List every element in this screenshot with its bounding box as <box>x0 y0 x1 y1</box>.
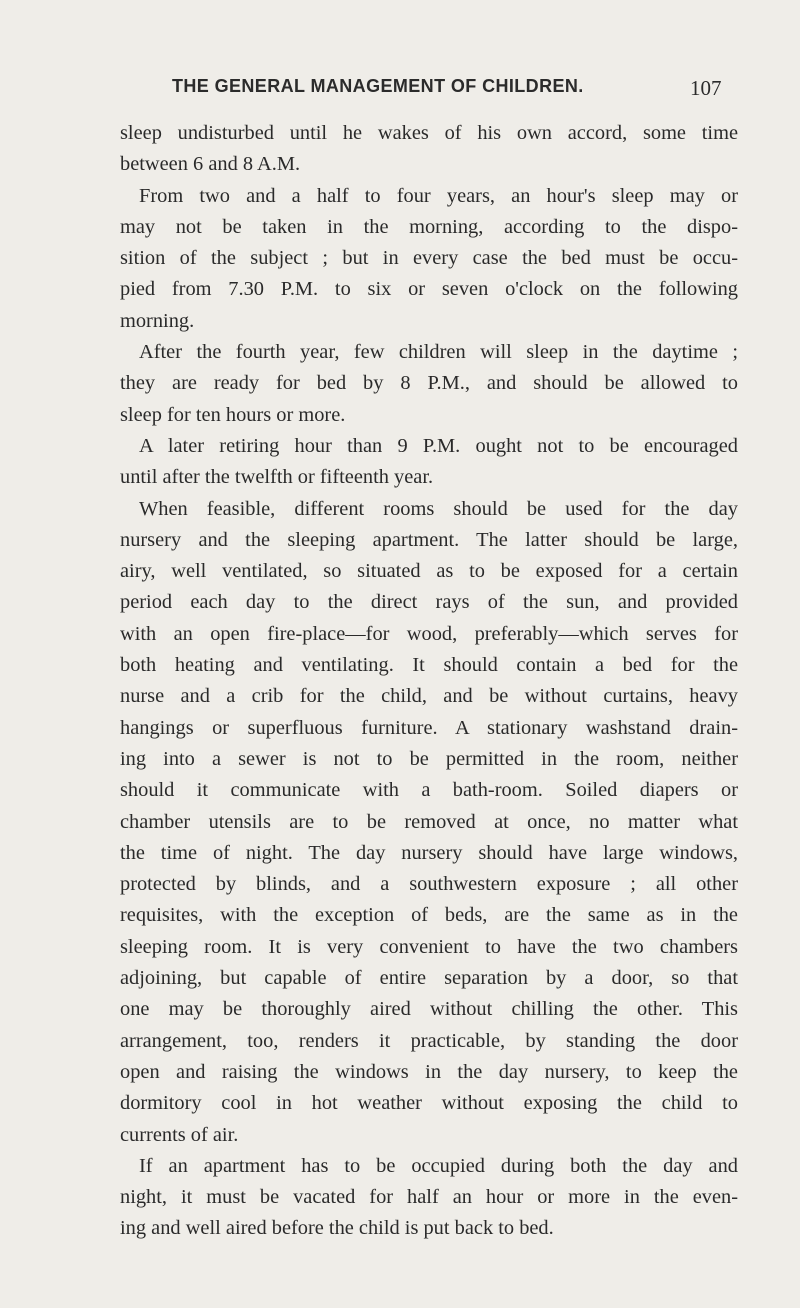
text-line: the time of night. The day nursery should have large windows, <box>120 841 738 864</box>
text-line: hangings or superfluous furniture. A stationary washstand drain- <box>120 716 738 739</box>
text-line: A later retiring hour than 9 P.M. ought not to be encouraged <box>139 434 738 457</box>
text-line: nurse and a crib for the child, and be without curtains, heavy <box>120 685 738 708</box>
text-line: ing and well aired before the child is put back to bed. <box>120 1217 554 1240</box>
text-line: After the fourth year, few children will sleep in the daytime ; <box>139 341 738 364</box>
text-line: may not be taken in the morning, according to the dispo- <box>120 215 738 238</box>
text-line: arrangement, too, renders it practicable, by standing the door <box>120 1029 738 1052</box>
page-number: 107 <box>690 76 722 100</box>
text-line: between 6 and 8 A.M. <box>120 153 301 176</box>
text-line: protected by blinds, and a southwestern exposure ; all other <box>120 873 738 896</box>
text-line: until after the twelfth or fifteenth year. <box>120 466 434 489</box>
text-line: night, it must be vacated for half an hour or more in the even- <box>120 1186 738 1209</box>
text-line: sleep undisturbed until he wakes of his own accord, some time <box>120 122 738 144</box>
text-line: should it communicate with a bath-room. Soiled diapers or <box>120 779 738 802</box>
text-line: with an open fire-place—for wood, preferably—which serves for <box>120 622 738 645</box>
text-line: airy, well ventilated, so situated as to be exposed for a certain <box>120 560 738 583</box>
text-line: chamber utensils are to be removed at once, no matter what <box>120 810 738 833</box>
text-line: period each day to the direct rays of the sun, and provided <box>120 591 738 614</box>
text-line: sleeping room. It is very convenient to have the two chambers <box>120 935 738 958</box>
running-head <box>0 76 800 106</box>
text-line: both heating and ventilating. It should contain a bed for the <box>120 654 738 677</box>
text-line: morning. <box>120 309 195 332</box>
text-line: they are ready for bed by 8 P.M., and should be allowed to <box>120 372 738 395</box>
text-line: pied from 7.30 P.M. to six or seven o'clock on the following <box>120 278 738 301</box>
running-title: THE GENERAL MANAGEMENT OF CHILDREN. <box>172 76 584 96</box>
text-line: one may be thoroughly aired without chilling the other. This <box>120 998 738 1021</box>
text-line: If an apartment has to be occupied during both the day and <box>139 1154 738 1177</box>
text-line: From two and a half to four years, an hour's sleep may or <box>139 184 738 207</box>
text-line: When feasible, different rooms should be used for the day <box>139 497 738 520</box>
text-line: currents of air. <box>120 1123 239 1146</box>
text-line: sleep for ten hours or more. <box>120 403 346 426</box>
text-line: ing into a sewer is not to be permitted in the room, neither <box>120 747 738 770</box>
text-line: adjoining, but capable of entire separation by a door, so that <box>120 967 738 990</box>
body-text <box>120 118 738 1245</box>
text-line: requisites, with the exception of beds, are the same as in the <box>120 904 738 927</box>
text-line: sition of the subject ; but in every case the bed must be occu- <box>120 247 738 270</box>
text-line: open and raising the windows in the day nursery, to keep the <box>120 1060 738 1083</box>
text-line: nursery and the sleeping apartment. The latter should be large, <box>120 528 738 551</box>
text-line: dormitory cool in hot weather without exposing the child to <box>120 1092 738 1115</box>
